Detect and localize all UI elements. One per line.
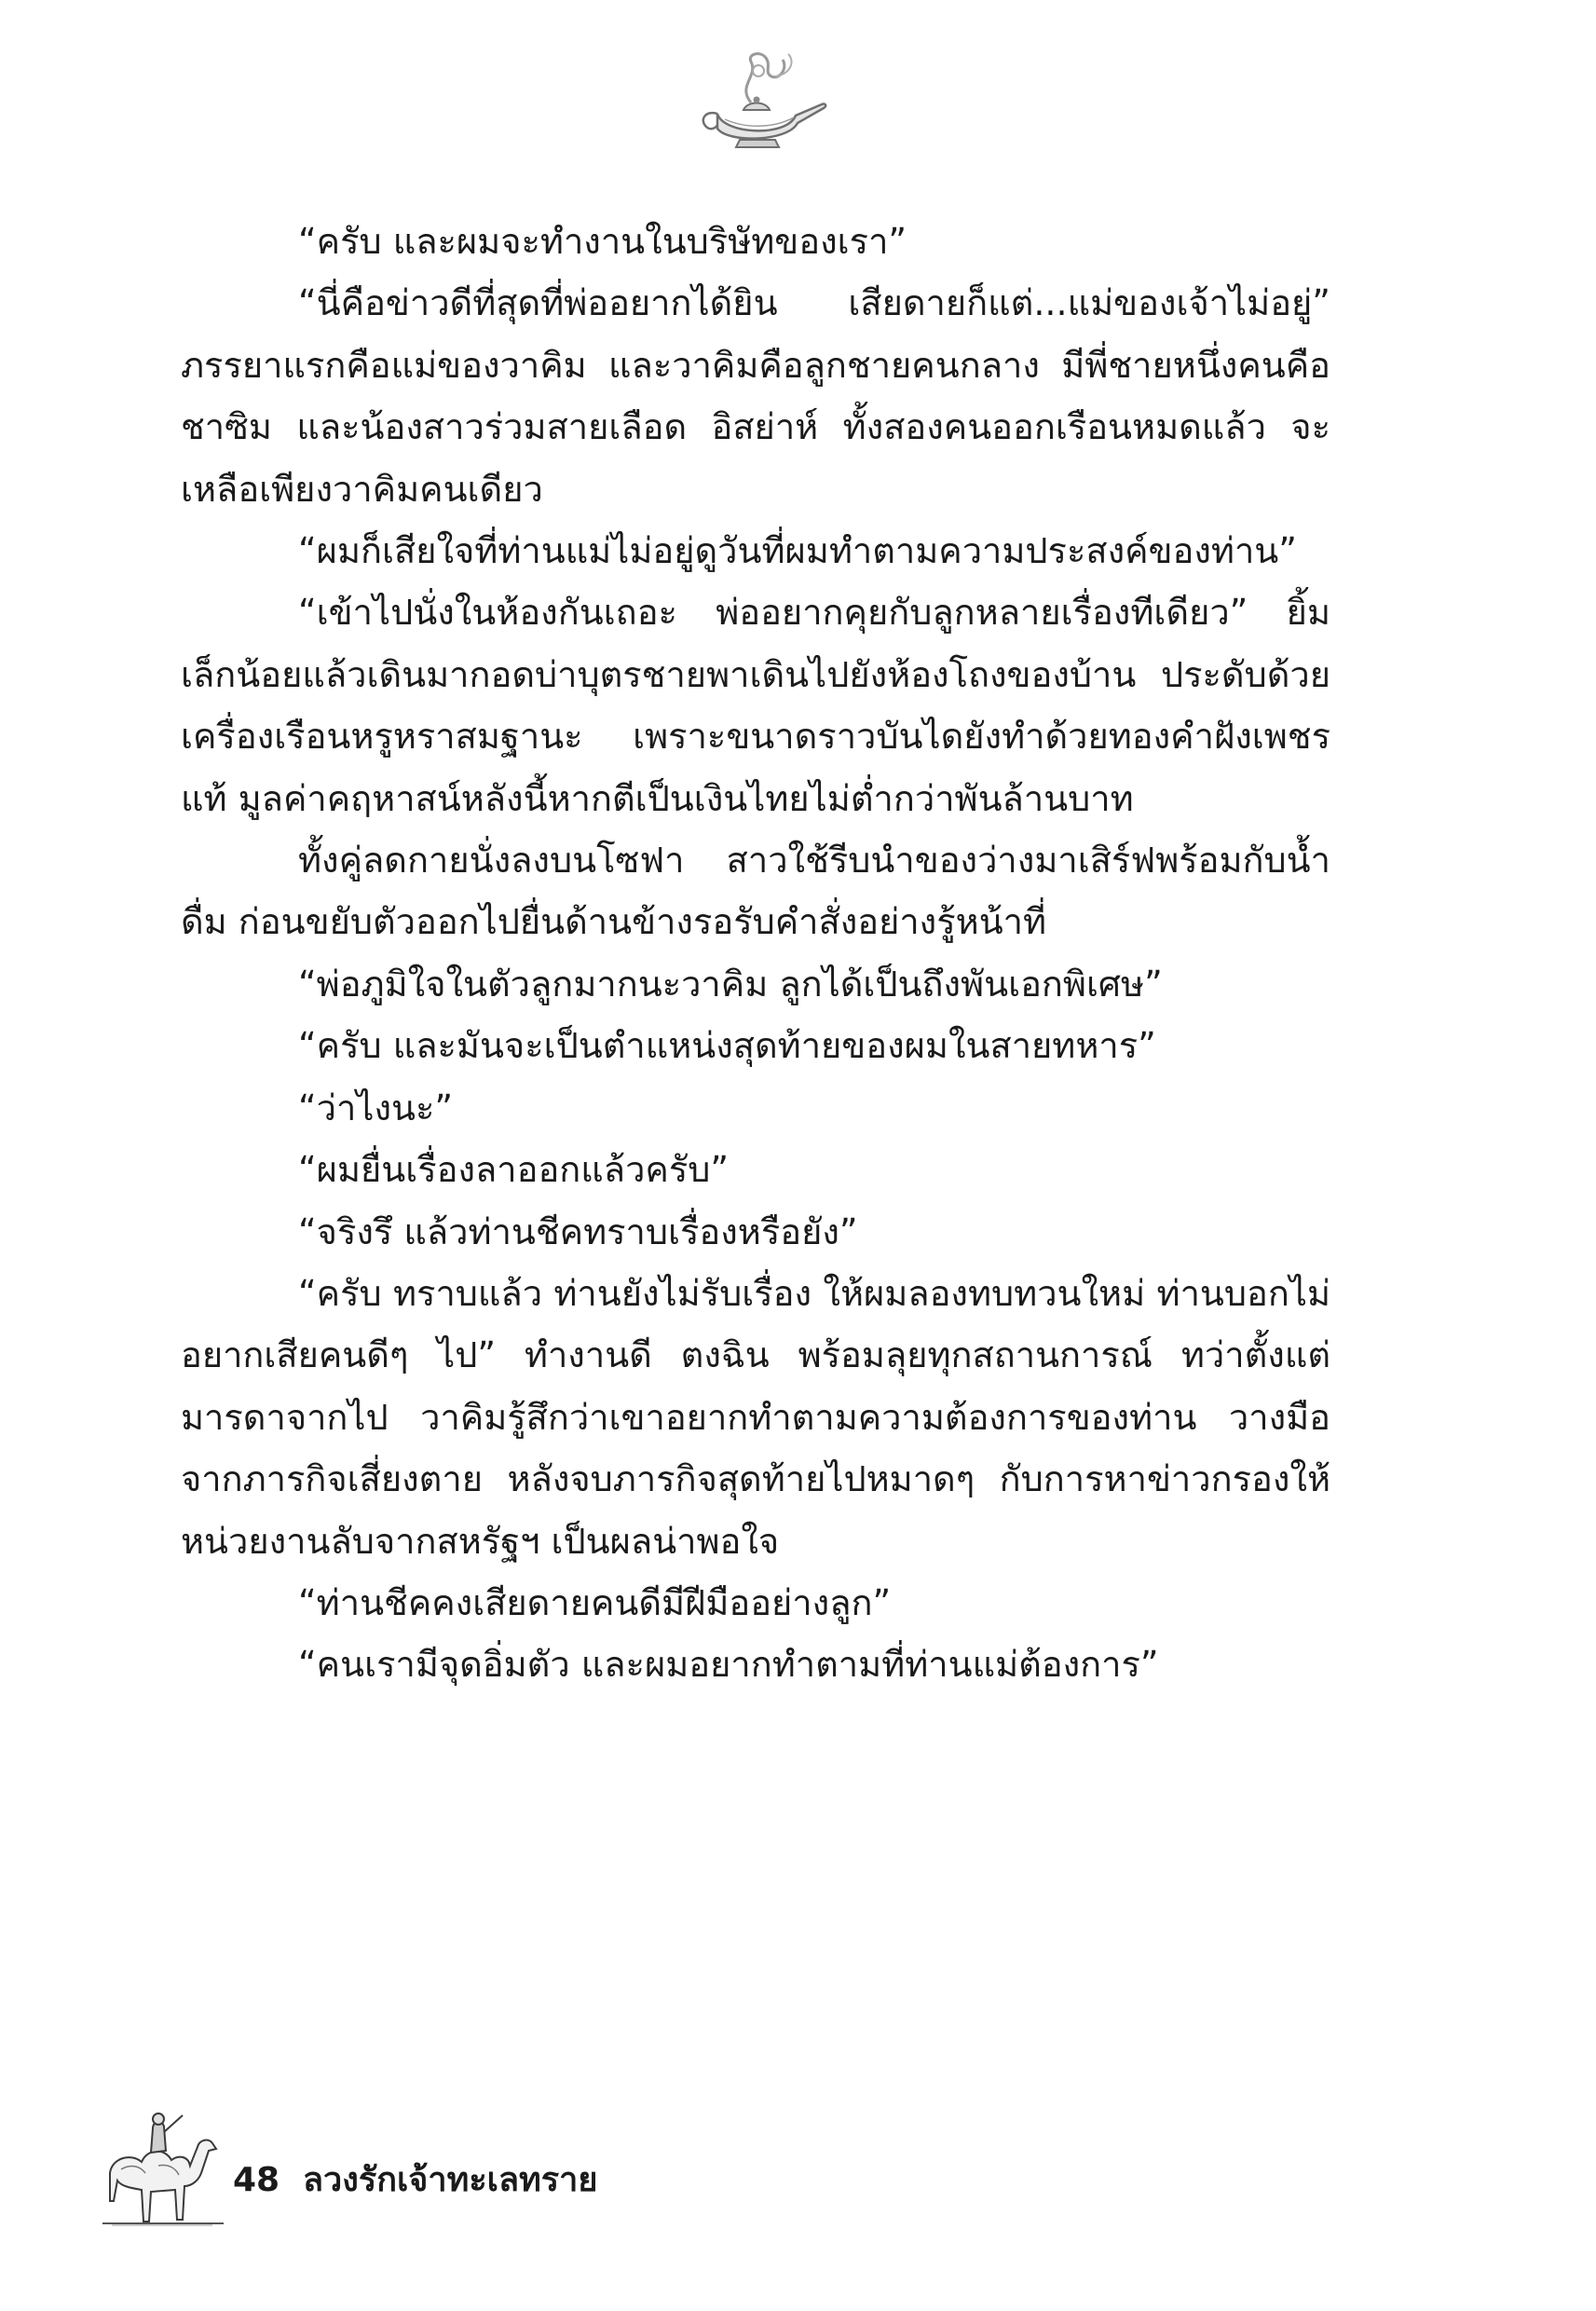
- paragraph: “คนเรามีจุดอิ่มตัว และผมอยากทำตามที่ท่านแม่ต้องการ”: [298, 1644, 1159, 1686]
- paragraph: “พ่อภูมิใจในตัวลูกมากนะวาคิม ลูกได้เป็นถึงพันเอกพิเศษ”: [298, 963, 1163, 1005]
- paragraph: “นี่คือข่าวดีที่สุดที่พ่ออยากได้ยิน เสียดายก็แต่...แม่ของเจ้าไม่อยู่” ภรรยาแรกคือแม่ของวาคิม และวาคิมคือลูกชายคนกลาง มีพี่ชายหนึ่งคนคือชาซิม และน้องสาวร่วมสายเลือด อิสย่าห์ ทั้งสองคนออกเรือนหมดแล้ว จะเหลือเพียงวาคิมคนเดียว: [181, 282, 1330, 510]
- paragraph: ทั้งคู่ลดกายนั่งลงบนโซฟา สาวใช้รีบนำของว่างมาเสิร์ฟพร้อมกับน้ำดื่ม ก่อนขยับตัวออกไปยื่นด้านข้างรอรับคำสั่งอย่างรู้หน้าที่: [181, 840, 1330, 943]
- paragraph: “ครับ ทราบแล้ว ท่านยังไม่รับเรื่อง ให้ผมลองทบทวนใหม่ ท่านบอกไม่อยากเสียคนดีๆ ไป” ทำงานดี ตงฉิน พร้อมลุยทุกสถานการณ์ ทว่าตั้งแต่มารดาจากไป วาคิมรู้สึกว่าเขาอยากทำตามความต้องการของท่าน วางมือจากภารกิจเสี่ยงตาย หลังจบภารกิจสุดท้ายไปหมาดๆ กับการหาข่าวกรองให้หน่วยงานลับจากสหรัฐฯ เป็นผลน่าพอใจ: [181, 1272, 1330, 1562]
- paragraph: “ท่านชีคคงเสียดายคนดีมีฝีมืออย่างลูก”: [298, 1581, 892, 1623]
- paragraph: “ว่าไงนะ”: [298, 1087, 454, 1128]
- paragraph: “จริงรึ แล้วท่านชีคทราบเรื่องหรือยัง”: [298, 1210, 858, 1252]
- chapter-body: [181, 211, 1330, 1696]
- paragraph: “ผมก็เสียใจที่ท่านแม่ไม่อยู่ดูวันที่ผมทำตามความประสงค์ของท่าน”: [298, 530, 1297, 572]
- page-number: 48: [233, 2161, 280, 2199]
- camel-rider-icon: [93, 2108, 233, 2229]
- book-title: ลวงรักเจ้าทะเลทราย: [303, 2161, 598, 2199]
- paragraph: “ผมยื่นเรื่องลาออกแล้วครับ”: [298, 1149, 730, 1191]
- genie-lamp-icon: [686, 48, 835, 153]
- paragraph: “เข้าไปนั่งในห้องกันเถอะ พ่ออยากคุยกับลูกหลายเรื่องทีเดียว” ยิ้มเล็กน้อยแล้วเดินมากอดบ่าบุตรชายพาเดินไปยังห้องโถงของบ้าน ประดับด้วยเครื่องเรือนหรูหราสมฐานะ เพราะขนาดราวบันไดยังทำด้วยทองคำฝังเพชรแท้ มูลค่าคฤหาสน์หลังนี้หากตีเป็นเงินไทยไม่ต่ำกว่าพันล้านบาท: [181, 592, 1330, 819]
- paragraph: “ครับ และมันจะเป็นตำแหน่งสุดท้ายของผมในสายทหาร”: [298, 1025, 1156, 1067]
- paragraph: “ครับ และผมจะทำงานในบริษัทของเรา”: [298, 221, 907, 262]
- page-footer: [93, 2108, 745, 2229]
